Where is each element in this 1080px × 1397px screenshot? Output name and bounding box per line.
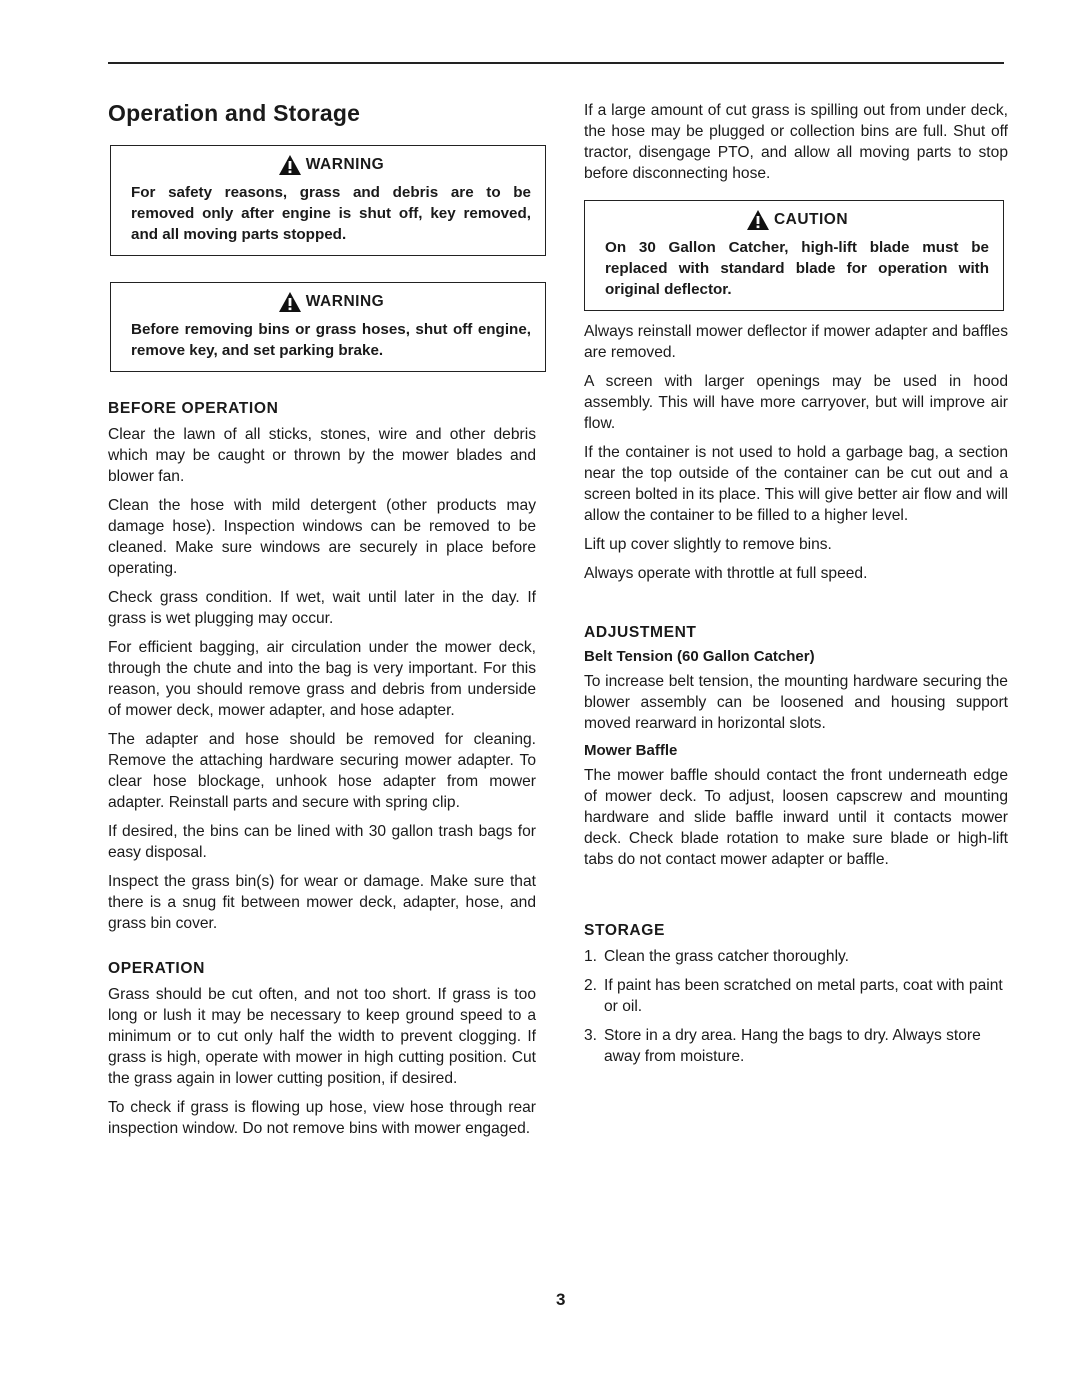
page-title: Operation and Storage [108, 100, 361, 126]
paragraph: Check grass condition. If wet, wait until later in the day. If grass is wet plugging may occur. [108, 589, 536, 627]
paragraph: To check if grass is flowing up hose, view hose through rear inspection window. Do not remove bins with mower engaged. [108, 1099, 536, 1137]
warning-triangle-icon [278, 291, 302, 313]
caution-label: CAUTION [773, 211, 849, 228]
paragraph: Grass should be cut often, and not too short. If grass is too long or lush it may be necessary to keep ground speed to a minimum or to cut only half the width to prevent clogging. If grass is high, operate with mower in high cutting position. Cut the grass again in lower cutting position, if desired. [108, 986, 536, 1087]
paragraph: The adapter and hose should be removed for cleaning. Remove the attaching hardware securing mower adapter. To clear hose blockage, unhook hose adapter from mower adapter. Reinstall parts and secure with spring clip. [108, 731, 536, 811]
step-number: 2. [584, 977, 598, 994]
paragraph: Clear the lawn of all sticks, stones, wire and other debris which may be caught or thrown by the mower blades and blower fan. [108, 426, 536, 485]
list-item [584, 975, 1008, 1017]
warning-box-2 [110, 282, 546, 372]
warning-text: For safety reasons, grass and debris are to be removed only after engine is shut off, key removed, and all moving parts stopped. [131, 184, 531, 243]
warning-triangle-icon [278, 154, 302, 176]
warning-text: Before removing bins or grass hoses, shut off engine, remove key, and set parking brake. [131, 321, 531, 359]
paragraph: Always reinstall mower deflector if mower adapter and baffles are removed. [584, 323, 1008, 361]
storage-heading: STORAGE [584, 922, 666, 939]
storage-steps [584, 946, 1008, 1067]
belt-tension-heading: Belt Tension (60 Gallon Catcher) [584, 648, 815, 665]
right-column [584, 100, 1008, 1075]
caution-header [605, 209, 989, 231]
warning-header [131, 154, 531, 176]
adjustment-heading: ADJUSTMENT [584, 624, 697, 641]
step-text: Store in a dry area. Hang the bags to dry. Always store away from moisture. [604, 1027, 981, 1065]
paragraph: Inspect the grass bin(s) for wear or damage. Make sure that there is a snug fit between mower deck, adapter, hose, and grass bin cover. [108, 873, 536, 932]
paragraph: Clean the hose with mild detergent (other products may damage hose). Inspection windows can be removed to be cleaned. Make sure windows are securely in place before operating. [108, 497, 536, 577]
before-operation-heading: BEFORE OPERATION [108, 400, 279, 417]
step-number: 3. [584, 1027, 598, 1044]
list-item [584, 1025, 1008, 1067]
paragraph: If a large amount of cut grass is spilling out from under deck, the hose may be plugged or collection bins are full. Shut off tractor, disengage PTO, and allow all moving parts to stop before disconnecting hose. [584, 102, 1008, 182]
paragraph: A screen with larger openings may be used in hood assembly. This will have more carryover, but will improve air flow. [584, 373, 1008, 432]
paragraph: Always operate with throttle at full speed. [584, 565, 868, 582]
warning-header [131, 291, 531, 313]
paragraph: If desired, the bins can be lined with 30 gallon trash bags for easy disposal. [108, 823, 536, 861]
warning-label: WARNING [305, 156, 385, 173]
mower-baffle-heading: Mower Baffle [584, 742, 678, 759]
paragraph: To increase belt tension, the mounting hardware securing the blower assembly can be loosened and housing support moved rearward in horizontal slots. [584, 673, 1008, 732]
paragraph: Lift up cover slightly to remove bins. [584, 536, 832, 553]
step-number: 1. [584, 948, 598, 965]
caution-box [584, 200, 1004, 311]
page-number: 3 [556, 1290, 566, 1309]
caution-triangle-icon [746, 209, 770, 231]
operation-heading: OPERATION [108, 960, 205, 977]
paragraph: If the container is not used to hold a garbage bag, a section near the top outside of the container can be cut out and a screen bolted in its place. This will give better air flow and will allow the container to be filled to a higher level. [584, 444, 1008, 524]
top-rule [108, 62, 1004, 64]
warning-box-1 [110, 145, 546, 256]
paragraph: For efficient bagging, air circulation under the mower deck, through the chute and into the bag is very important. For this reason, you should remove grass and debris from underside of mower deck, mower adapter, and hose adapter. [108, 639, 536, 719]
warning-label: WARNING [305, 293, 385, 310]
step-text: Clean the grass catcher thoroughly. [604, 948, 850, 965]
left-column [108, 100, 536, 1147]
paragraph: The mower baffle should contact the front underneath edge of mower deck. To adjust, loosen capscrew and mounting hardware and slide baffle inward until it contacts mower deck. Check blade rotation to make sure blade or high-lift tabs do not contact mower adapter or baffle. [584, 767, 1008, 868]
list-item [584, 946, 1008, 967]
caution-text: On 30 Gallon Catcher, high-lift blade must be replaced with standard blade for operation with original deflector. [605, 239, 989, 298]
step-text: If paint has been scratched on metal parts, coat with paint or oil. [604, 977, 1003, 1015]
